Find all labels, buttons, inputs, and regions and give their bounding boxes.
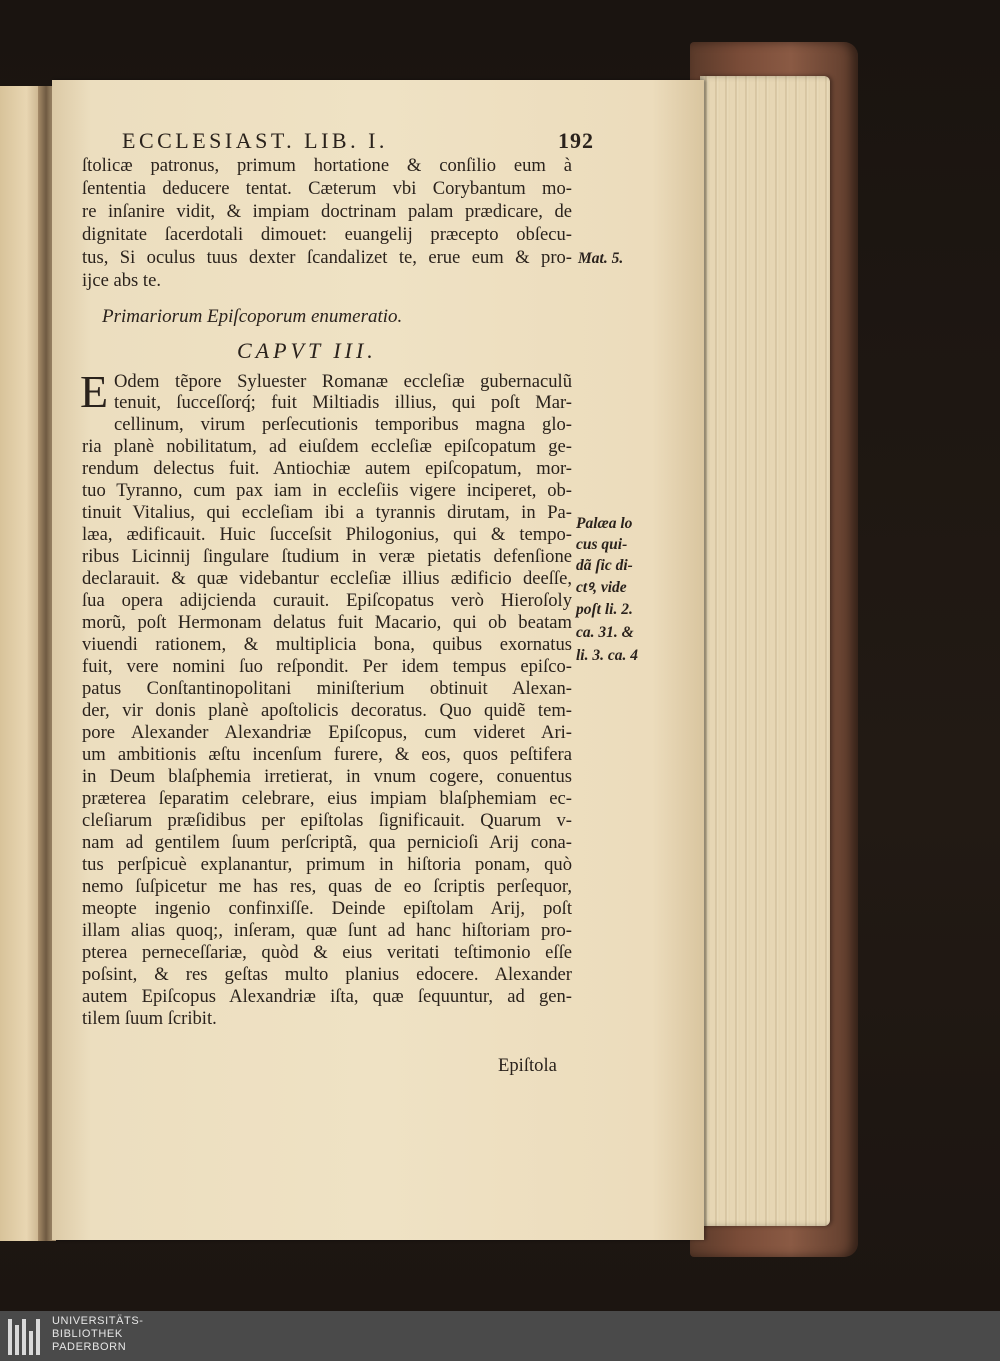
text-line: Odem tẽpore Syluester Romanæ eccleſiæ gubernaculũ — [114, 371, 572, 392]
text-line: dignitate ſacerdotali dimouet: euangelij præcepto obſecu- — [82, 224, 572, 245]
running-head-title: ECCLESIAST. LIB. I. — [122, 128, 388, 153]
margin-note-line: poſt li. 2. — [576, 601, 633, 618]
text-line: pore Alexander Alexandriæ Epiſcopus, cum videret Ari- — [82, 722, 572, 743]
page-edges — [700, 76, 830, 1226]
text-line: um ambitionis æſtu incenſum furere, & eos, quos peſtifera — [82, 744, 572, 765]
text-line: viuendi rationem, & multiplicia bona, quibus exornatus — [82, 634, 572, 655]
text-line: illam alias quoq;, inſeram, quæ ſunt ad hanc hiſtoriam pro- — [82, 920, 572, 941]
text-line: in Deum blaſphemia irretierat, in vnum cogere, conuentus — [82, 766, 572, 787]
margin-note-line: Palæa lo — [576, 515, 633, 532]
text-line: autem Epiſcopus Alexandriæ iſta, quæ ſequuntur, ad gen- — [82, 986, 572, 1007]
library-name-line: PADERBORN — [52, 1341, 127, 1353]
drop-initial: E — [80, 366, 109, 417]
text-line: ijce abs te. — [82, 270, 161, 291]
margin-note-line: dã ſic di- — [576, 557, 633, 574]
text-line: tus perſpicuè explanantur, primum in hiſtoria ponam, quò — [82, 854, 572, 875]
text-line: declarauit. & quæ videbantur eccleſiæ illius ædificio deeſſe, — [82, 568, 572, 589]
margin-note-line: cus qui- — [576, 536, 628, 553]
library-footer — [0, 1311, 1000, 1361]
text-line: re inſanire vidit, & impiam doctrinam palam prædicare, de — [82, 201, 572, 222]
text-line: nemo ſuſpicetur me has res, quas de eo ſcriptis perſequor, — [82, 876, 572, 897]
text-line: tilem ſuum ſcribit. — [82, 1008, 217, 1029]
text-line: pterea perneceſſariæ, quòd & eius veritati teſtimonio eſſe — [82, 942, 572, 963]
margin-note-line: ca. 31. & — [576, 624, 634, 641]
text-line: ribus Licinnij ſingulare ſtudium in veræ pietatis defenſione — [82, 546, 572, 567]
page-number: 192 — [558, 128, 594, 153]
text-line: ſua opera adijcienda curauit. Epiſcopatus verò Hieroſoly — [82, 590, 572, 611]
margin-note-line: ctꝰ, vide — [576, 579, 627, 596]
text-line: læa, ædificauit. Huic ſucceſsit Philogonius, qui & tempo- — [82, 524, 572, 545]
text-line: nam ad gentilem ſuum perſcriptã, qua pernicioſi Arij cona- — [82, 832, 572, 853]
text-line: ſententia deducere tentat. Cæterum vbi Corybantum mo- — [82, 178, 572, 199]
text-line: patus Conſtantinopolitani miniſterium obtinuit Alexan- — [82, 678, 572, 699]
margin-note-line: li. 3. ca. 4 — [576, 647, 638, 664]
text-line: poſsint, & res geſtas multo planius edocere. Alexander — [82, 964, 572, 985]
text-line: ſtolicæ patronus, primum hortatione & conſilio eum à — [82, 155, 572, 176]
text-line: ria planè nobilitatum, ad eiuſdem eccleſiæ epiſcopatum ge- — [82, 436, 572, 457]
text-line: tenuit, ſucceſſorq́; fuit Miltiadis illius, qui poſt Mar- — [114, 392, 572, 413]
text-line: cleſiarum præſidibus per epiſtolas ſignificauit. Quarum v- — [82, 810, 572, 831]
margin-reference-matthew: Mat. 5. — [578, 250, 624, 267]
catchword: Epiſtola — [498, 1055, 557, 1076]
text-line: morũ, poſt Hermonam delatus fuit Macario, qui ob beatam — [82, 612, 572, 633]
text-line: tuo Tyranno, cum pax iam in eccleſiis vigere inciperet, ob- — [82, 480, 572, 501]
library-logo-icon — [8, 1319, 44, 1355]
library-name-line: BIBLIOTHEK — [52, 1328, 123, 1340]
chapter-title: CAPVT III. — [237, 338, 377, 363]
text-line: der, vir donis planè apoſtolicis decoratus. Quo quidẽ tem- — [82, 700, 572, 721]
library-name-line: UNIVERSITÄTS- — [52, 1315, 144, 1327]
section-heading: Primariorum Epiſcoporum enumeratio. — [102, 306, 403, 327]
text-line: tus, Si oculus tuus dexter ſcandalizet te, erue eum & pro- — [82, 247, 572, 268]
text-line: meopte ingenio confinxiſſe. Deinde epiſtolam Arij, poſt — [82, 898, 572, 919]
text-line: præterea ſeparatim celebrare, eius impiam blaſphemiam ec- — [82, 788, 572, 809]
text-line: cellinum, virum perſecutionis temporibus magna glo- — [114, 414, 572, 435]
library-name — [52, 1315, 252, 1354]
text-line: tinuit Vitalius, qui eccleſiam ibi a tyrannis dirutam, in Pa- — [82, 502, 572, 523]
text-line: fuit, vere nomini ſuo reſpondit. Per idem tempus epiſco- — [82, 656, 572, 677]
text-line: rendum delectus fuit. Antiochiæ autem epiſcopatum, mor- — [82, 458, 572, 479]
